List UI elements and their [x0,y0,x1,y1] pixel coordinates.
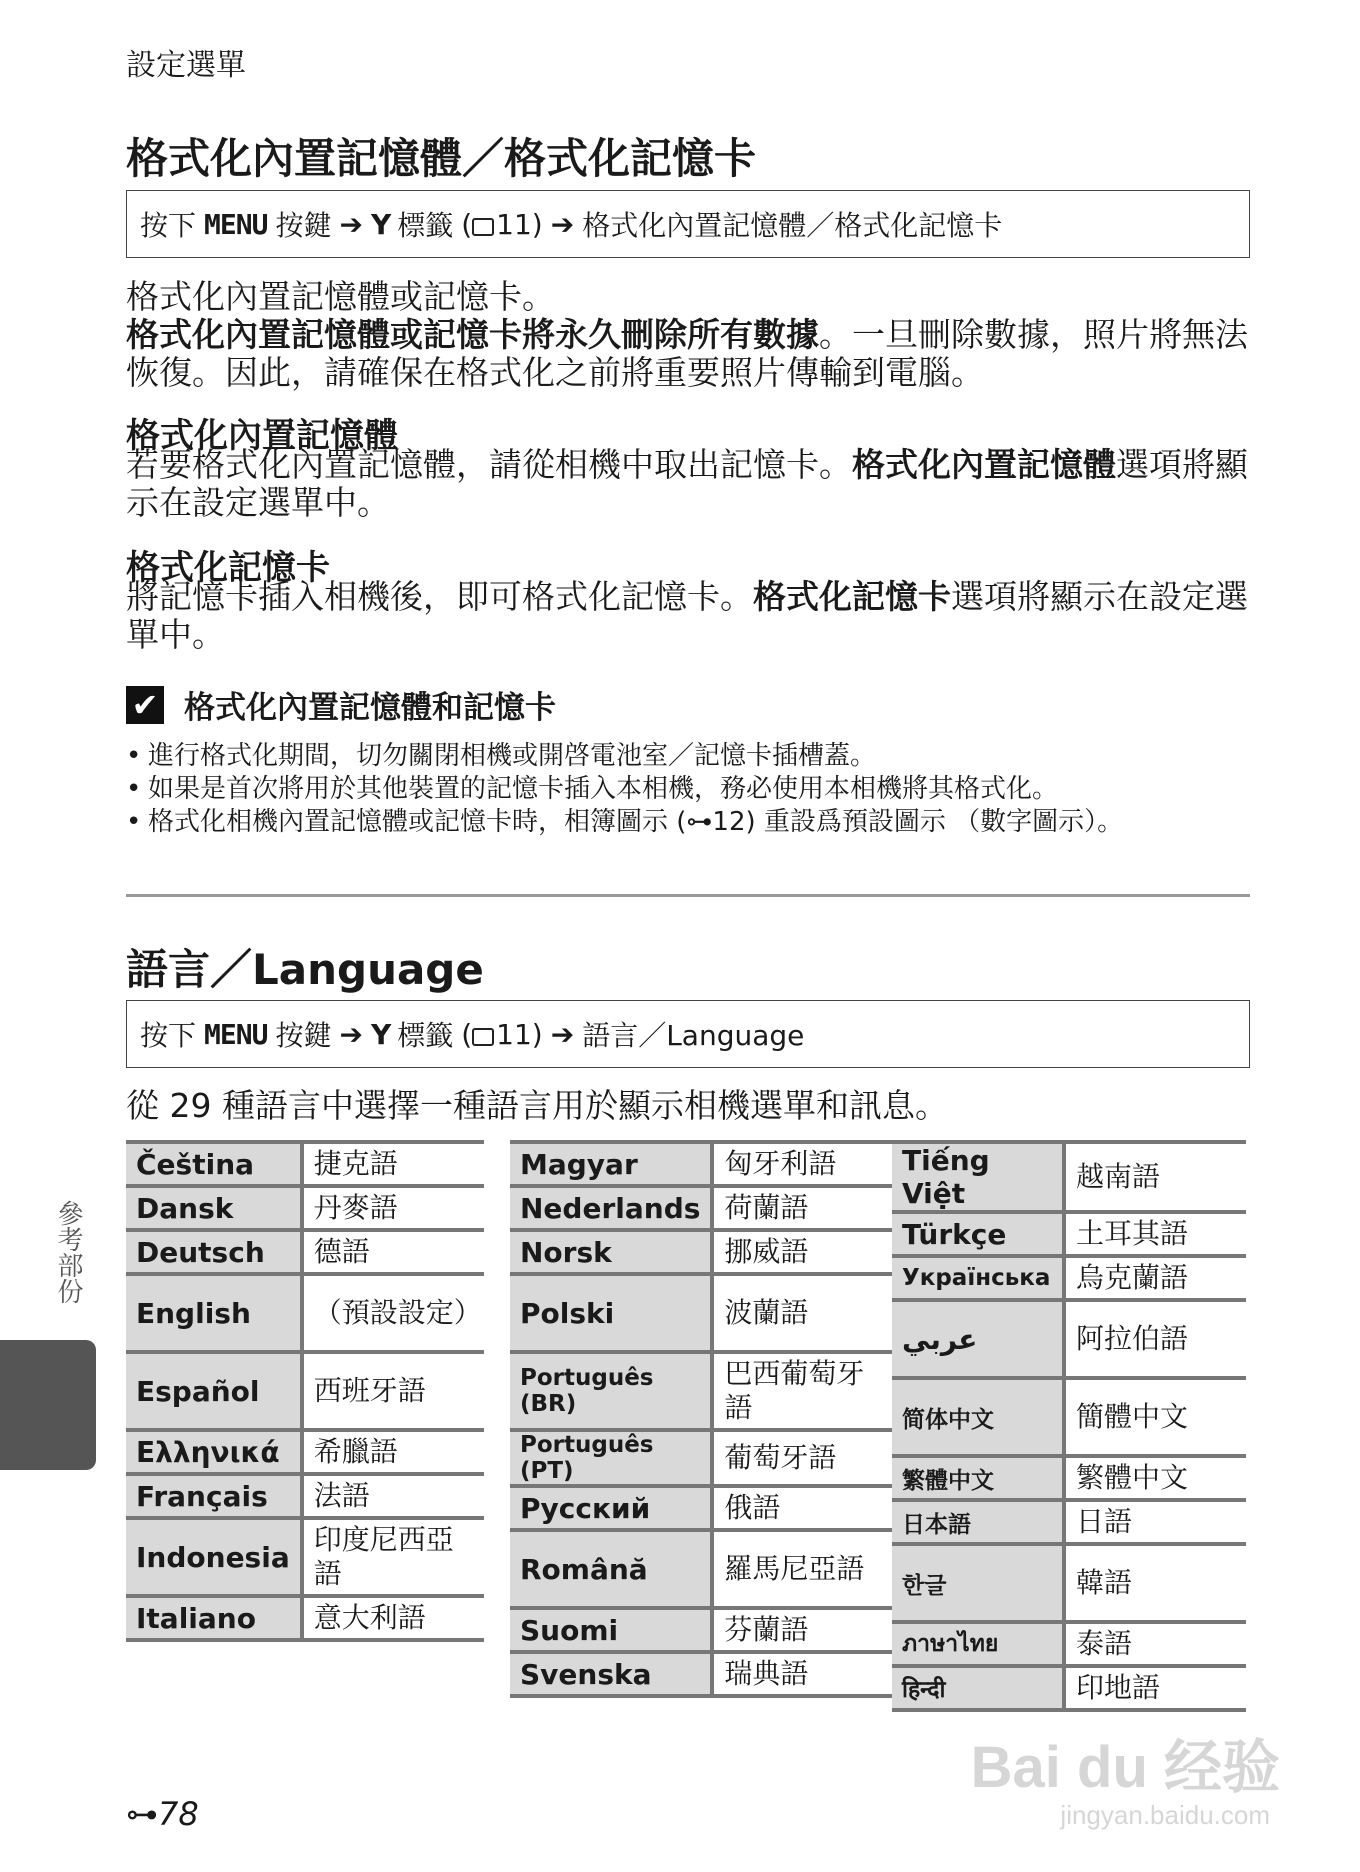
nav-prefix: 按下 [140,1019,197,1052]
sub2-text-a: 將記憶卡插入相機後，即可格式化記憶卡。 [126,577,753,616]
note-item: • 進行格式化期間，切勿關閉相機或開啓電池室／記憶卡插槽蓋。 [126,740,1256,773]
lang-name: Español [126,1352,302,1430]
sub1-bold: 格式化內置記憶體 [852,445,1116,484]
lang-zh: 巴西葡萄牙語 [712,1352,894,1430]
lang-zh: 波蘭語 [712,1274,894,1352]
arrow-icon: ➔ [339,207,363,241]
lang-zh: 簡體中文 [1064,1378,1246,1456]
nav-tab: 標籤 [397,1019,454,1052]
table-row [510,1608,894,1652]
format-nav-path [126,190,1250,258]
lang-name: Suomi [510,1608,712,1652]
lang-zh: 越南語 [1064,1142,1246,1212]
table-row [510,1530,894,1608]
lang-zh: 荷蘭語 [712,1186,894,1230]
lang-zh: 丹麥語 [302,1186,484,1230]
lang-zh: 希臘語 [302,1430,484,1474]
table-row [892,1256,1246,1300]
sub-heading-card: 格式化記憶卡 [126,548,330,588]
lang-zh: 繁體中文 [1064,1456,1246,1500]
note-heading [126,682,556,727]
nav-tab: 標籤 [397,209,454,242]
lang-zh: 日語 [1064,1500,1246,1544]
lang-name: Русский [510,1486,712,1530]
lang-name: Čeština [126,1142,302,1186]
lang-zh: 烏克蘭語 [1064,1256,1246,1300]
table-row [892,1300,1246,1378]
warning-rest: 。一旦刪除數據，照片將無法恢復。因此，請確保在格式化之前將重要照片傳輸到電腦。 [126,315,1248,392]
table-row [892,1622,1246,1666]
nav-ref-open: ( [461,1017,473,1051]
table-row [510,1186,894,1230]
lang-name: Português (BR) [510,1352,712,1430]
table-row [126,1274,484,1352]
lang-zh: 西班牙語 [302,1352,484,1430]
lang-name: Français [126,1474,302,1518]
side-section-label: 參考部份 [53,1200,83,1304]
lang-name: Magyar [510,1142,712,1186]
section-divider [126,894,1250,897]
lang-zh: 韓語 [1064,1544,1246,1622]
watermark-logo: Bai du 经验 [970,1735,1280,1800]
nav-key: 按鍵 [275,209,332,242]
table-row [510,1430,894,1486]
sub1-text-b: 選項將顯示在設定選單中。 [126,445,1248,522]
note-list [126,740,1256,839]
lang-zh: 印地語 [1064,1666,1246,1710]
table-row [510,1652,894,1696]
sub-text-card [126,578,1256,654]
table-row [126,1186,484,1230]
lang-zh: 俄語 [712,1486,894,1530]
side-tab-marker [0,1340,96,1470]
lang-zh: （預設設定） [302,1274,484,1352]
table-row [126,1596,484,1640]
table-row [892,1212,1246,1256]
sub-text-internal [126,446,1256,522]
lang-name: 简体中文 [892,1378,1064,1456]
wrench-icon: Y [370,1017,392,1051]
format-warning [126,316,1256,392]
lang-zh: 德語 [302,1230,484,1274]
sub1-text-a: 若要格式化內置記憶體，請從相機中取出記憶卡。 [126,445,852,484]
table-row [126,1352,484,1430]
nav-prefix: 按下 [140,209,197,242]
table-row [126,1230,484,1274]
menu-button-label: MENU [204,1017,268,1051]
table-row [126,1474,484,1518]
lang-name: Українська [892,1256,1064,1300]
nav-ref [461,1018,543,1051]
book-icon [472,1028,494,1046]
sub2-bold: 格式化記憶卡 [753,577,951,616]
table-row [892,1456,1246,1500]
lang-name: 한글 [892,1544,1064,1622]
table-row [126,1430,484,1474]
lang-zh: 匈牙利語 [712,1142,894,1186]
lang-name: Polski [510,1274,712,1352]
table-row [892,1500,1246,1544]
arrow-icon: ➔ [339,1017,363,1051]
nav-ref [461,208,543,241]
lang-zh: 阿拉伯語 [1064,1300,1246,1378]
lang-name: Tiếng Việt [892,1142,1064,1212]
lang-name: Norsk [510,1230,712,1274]
lang-name: Svenska [510,1652,712,1696]
arrow-icon: ➔ [550,1017,575,1051]
table-row [510,1274,894,1352]
language-title: 語言／Language [126,945,484,994]
note-heading-text: 格式化內置記憶體和記憶卡 [184,690,556,726]
lang-zh: 土耳其語 [1064,1212,1246,1256]
lang-name: Dansk [126,1186,302,1230]
wrench-icon: Y [370,207,392,241]
lang-zh: 芬蘭語 [712,1608,894,1652]
lang-name: Nederlands [510,1186,712,1230]
arrow-icon: ➔ [550,207,575,241]
sub2-text-b: 選項將顯示在設定選單中。 [126,577,1248,654]
language-intro: 從 29 種語言中選擇一種語言用於顯示相機選單和訊息。 [126,1086,948,1125]
lang-zh: 瑞典語 [712,1652,894,1696]
table-row [510,1486,894,1530]
lang-name: Indonesia [126,1518,302,1596]
language-nav-path [126,1000,1250,1068]
lang-name: English [126,1274,302,1352]
lang-name: Ελληνικά [126,1430,302,1474]
lang-zh: 法語 [302,1474,484,1518]
lang-name: Deutsch [126,1230,302,1274]
lang-name: Português (PT) [510,1430,712,1486]
language-table-col3 [892,1140,1246,1712]
lang-zh: 泰語 [1064,1622,1246,1666]
lang-zh: 葡萄牙語 [712,1430,894,1486]
nav-destination: 語言／Language [582,1019,805,1052]
table-row [126,1142,484,1186]
watermark-url: jingyan.baidu.com [1060,1800,1270,1830]
table-row [892,1142,1246,1212]
format-title: 格式化內置記憶體／格式化記憶卡 [126,134,757,183]
lang-name: Italiano [126,1596,302,1640]
table-row [126,1518,484,1596]
lang-zh: 捷克語 [302,1142,484,1186]
table-row [510,1352,894,1430]
sub-heading-internal: 格式化內置記憶體 [126,416,398,456]
check-icon: ✔ [126,686,164,724]
table-row [892,1666,1246,1710]
lang-name: عربي [892,1300,1064,1378]
nav-ref-page: 11) [496,207,543,241]
nav-ref-page: 11) [496,1017,543,1051]
lang-zh: 羅馬尼亞語 [712,1530,894,1608]
table-row [510,1142,894,1186]
format-intro: 格式化內置記憶體或記憶卡。 [126,277,555,316]
table-row [892,1544,1246,1622]
language-table-col2 [510,1140,894,1698]
nav-ref-open: ( [461,207,473,241]
lang-name: 繁體中文 [892,1456,1064,1500]
nav-key: 按鍵 [275,1019,332,1052]
lang-zh: 挪威語 [712,1230,894,1274]
lang-name: ภาษาไทย [892,1622,1064,1666]
warning-bold: 格式化內置記憶體或記憶卡將永久刪除所有數據 [126,315,819,354]
table-row [510,1230,894,1274]
lang-name: Română [510,1530,712,1608]
nav-destination: 格式化內置記憶體／格式化記憶卡 [582,209,1003,242]
menu-button-label: MENU [204,207,268,241]
lang-zh: 印度尼西亞語 [302,1518,484,1596]
note-item: • 格式化相機內置記憶體或記憶卡時，相簿圖示 (⊶12) 重設爲預設圖示 （數字圖示）。 [126,806,1256,839]
lang-name: हिन्दी [892,1666,1064,1710]
book-icon [472,218,494,236]
lang-name: 日本語 [892,1500,1064,1544]
note-item: • 如果是首次將用於其他裝置的記憶卡插入本相機，務必使用本相機將其格式化。 [126,773,1256,806]
table-row [892,1378,1246,1456]
language-table-col1 [126,1140,484,1642]
page-number: ⊶78 [126,1795,199,1833]
section-label: 設定選單 [126,48,246,83]
lang-name: Türkçe [892,1212,1064,1256]
lang-zh: 意大利語 [302,1596,484,1640]
